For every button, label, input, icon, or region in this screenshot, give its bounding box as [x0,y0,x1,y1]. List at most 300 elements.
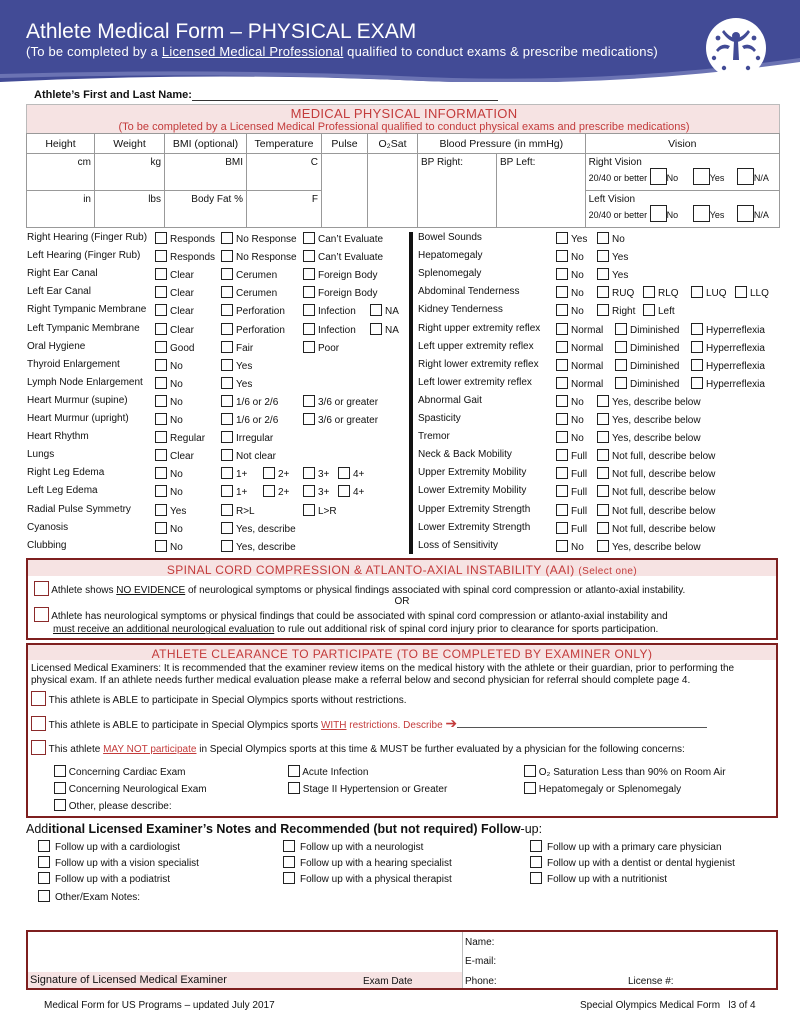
right-exam-label: Abnormal Gait [418,394,482,406]
followup-checkbox[interactable] [530,856,542,868]
left-exam-option: Clear [155,304,194,317]
right-exam-label: Right upper extremity reflex [418,322,541,334]
left-exam-option: Yes [221,359,252,372]
examiner-email-field[interactable]: E-mail: [465,956,497,967]
left-exam-option: No Response [221,232,297,245]
left-exam-checkbox[interactable] [221,268,233,280]
concern-infection: Acute Infection [288,765,368,778]
left-exam-option: Yes [221,377,252,390]
right-exam-checkbox[interactable] [556,504,568,516]
clearance-intro: Licensed Medical Examiners: It is recommended that the examiner review items on the medical history with the athlete or their guardian, prior to performing the physical exam. If an athlete needs further medical evaluation please make a referral below and second physician for referral should complete page 4. [31,663,735,686]
left-exam-checkbox[interactable] [155,359,167,371]
left-exam-label: Right Tympanic Membrane [27,304,147,316]
right-exam-checkbox[interactable] [556,268,568,280]
left-exam-option: Cerumen [221,268,277,281]
left-exam-option: Irregular [221,431,273,444]
left-exam-checkbox[interactable] [221,341,233,353]
right-exam-option: Not full, describe below [597,522,715,535]
clearance-title: ATHLETE CLEARANCE TO PARTICIPATE (TO BE COMPLETED BY EXAMINER ONLY) [151,647,653,661]
hepatomegaly-checkbox[interactable] [524,782,536,794]
right-exam-option: Hyperreflexia [691,377,765,390]
neuro-checkbox[interactable] [54,782,66,794]
left-exam-checkbox[interactable] [303,341,315,353]
left-exam-checkbox[interactable] [370,323,382,335]
right-exam-option: Normal [556,323,603,336]
right-exam-option: Full [556,522,587,535]
left-exam-option: Clear [155,286,194,299]
right-exam-checkbox[interactable] [556,323,568,335]
right-exam-label: Neck & Back Mobility [418,449,512,461]
left-exam-checkbox[interactable] [155,232,167,244]
left-exam-checkbox[interactable] [303,504,315,516]
signature-section [26,930,778,990]
left-exam-option: Clear [155,449,194,462]
weight-lbs-cell[interactable]: lbs [95,191,165,228]
right-exam-option: Normal [556,359,603,372]
followup-item: Follow up with a nutritionist [530,872,667,885]
left-exam-option: 1+ [221,485,247,498]
right-exam-checkbox[interactable] [556,413,568,425]
left-exam-checkbox[interactable] [155,431,167,443]
right-exam-option: Full [556,504,587,517]
left-exam-option: Infection [303,323,356,336]
right-vision-na-checkbox[interactable] [737,168,754,185]
left-exam-checkbox[interactable] [221,413,233,425]
right-exam-label: Upper Extremity Mobility [418,467,527,479]
right-exam-option: Normal [556,377,603,390]
left-exam-checkbox[interactable] [221,250,233,262]
left-exam-option: L>R [303,504,337,517]
concern-neuro: Concerning Neurological Exam [54,782,207,795]
symptoms-checkbox[interactable] [34,607,49,622]
concern-cardiac: Concerning Cardiac Exam [54,765,186,778]
right-exam-label: Splenomegaly [418,268,482,280]
right-exam-option: Not full, describe below [597,467,715,480]
left-exam-checkbox[interactable] [303,304,315,316]
left-exam-checkbox[interactable] [221,485,233,497]
left-exam-label: Heart Rhythm [27,431,89,443]
right-vision-yes-checkbox[interactable] [693,168,710,185]
left-exam-label: Heart Murmur (supine) [27,394,128,406]
left-exam-checkbox[interactable] [221,431,233,443]
pulse-cell[interactable] [322,154,368,228]
spinal-option-symptoms: Athlete has neurological symptoms or physical findings that could be associated with spinal cord compression or atlanto-axial instability and must receive an additional neurological evaluation to rule out additional risk of spinal cord injury prior to clearance for sports participation. [34,607,774,636]
left-exam-label: Lymph Node Enlargement [27,376,143,388]
right-exam-checkbox[interactable] [615,377,627,389]
right-exam-checkbox[interactable] [597,250,609,262]
cardiac-checkbox[interactable] [54,765,66,777]
left-exam-checkbox[interactable] [155,540,167,552]
left-exam-checkbox[interactable] [221,395,233,407]
left-exam-checkbox[interactable] [155,485,167,497]
right-exam-option: No [556,286,584,299]
right-exam-checkbox[interactable] [597,304,609,316]
left-exam-option: Responds [155,232,215,245]
clearance-section [26,643,778,818]
left-exam-option: No [155,522,183,535]
right-exam-option: Diminished [615,377,679,390]
left-exam-checkbox[interactable] [303,413,315,425]
special-olympics-logo-icon [704,16,768,80]
right-exam-option: Full [556,467,587,480]
left-exam-checkbox[interactable] [303,232,315,244]
right-exam-checkbox[interactable] [556,540,568,552]
left-exam-checkbox[interactable] [370,304,382,316]
right-exam-label: Spasticity [418,413,461,424]
right-exam-option: No [556,540,584,553]
right-exam-option: No [597,232,625,245]
signature-label[interactable]: Signature of Licensed Medical Examiner [30,974,227,986]
right-exam-checkbox[interactable] [556,304,568,316]
right-exam-checkbox[interactable] [597,232,609,244]
left-exam-checkbox[interactable] [263,485,275,497]
left-exam-label: Right Leg Edema [27,467,105,479]
other-concern-checkbox[interactable] [54,799,66,811]
spinal-or: OR [394,596,410,607]
left-exam-option: Not clear [221,449,276,462]
right-exam-label: Loss of Sensitivity [418,539,499,551]
right-exam-checkbox[interactable] [597,286,609,298]
left-exam-option: 3+ [303,467,329,480]
right-exam-checkbox[interactable] [556,449,568,461]
left-exam-checkbox[interactable] [338,467,350,479]
right-exam-checkbox[interactable] [556,232,568,244]
right-exam-option: Not full, describe below [597,449,715,462]
left-exam-option: No [155,395,183,408]
col-o2sat: O₂Sat [368,134,418,154]
col-height: Height [27,134,95,154]
left-exam-label: Thyroid Enlargement [27,358,120,370]
examiner-name-field[interactable]: Name: [465,937,495,948]
right-exam-checkbox[interactable] [556,341,568,353]
left-exam-option: No [155,377,183,390]
left-exam-checkbox[interactable] [221,304,233,316]
exam-column-divider [409,232,413,554]
left-exam-label: Cyanosis [27,521,69,533]
left-exam-label: Left Leg Edema [27,485,98,497]
left-exam-option: NA [370,304,399,317]
left-exam-option: Yes [155,504,186,517]
spinal-option-no-evidence: Athlete shows NO EVIDENCE of neurological symptoms or physical findings associated with spinal cord compression or atlanto-axial instability. [34,581,774,596]
followup-checkbox[interactable] [283,856,295,868]
right-exam-checkbox[interactable] [691,286,703,298]
left-exam-checkbox[interactable] [155,286,167,298]
right-exam-checkbox[interactable] [556,522,568,534]
right-exam-option: No [556,413,584,426]
right-exam-checkbox[interactable] [643,286,655,298]
right-exam-option: Full [556,485,587,498]
followup-item: Follow up with a hearing specialist [283,856,452,869]
left-exam-checkbox[interactable] [221,359,233,371]
right-exam-option: No [556,268,584,281]
athlete-name-field[interactable]: Athlete’s First and Last Name: [34,89,498,101]
right-exam-checkbox[interactable] [615,341,627,353]
left-exam-checkbox[interactable] [155,413,167,425]
right-exam-checkbox[interactable] [556,485,568,497]
right-exam-checkbox[interactable] [597,268,609,280]
right-exam-label: Lower Extremity Strength [418,521,531,533]
right-exam-checkbox[interactable] [556,377,568,389]
left-exam-option: 1/6 or 2/6 [221,395,278,408]
left-exam-option: Regular [155,431,205,444]
exam-date-label[interactable]: Exam Date [363,976,413,987]
right-exam-checkbox[interactable] [556,250,568,262]
right-exam-option: LLQ [735,286,769,299]
col-blood-pressure: Blood Pressure (in mmHg) [418,134,586,154]
temp-c-cell[interactable]: C [247,154,322,191]
left-exam-checkbox[interactable] [155,341,167,353]
left-exam-option: Good [155,341,194,354]
right-exam-option: Hyperreflexia [691,323,765,336]
left-exam-checkbox[interactable] [303,268,315,280]
examiner-phone-field[interactable]: Phone: [465,976,497,987]
right-exam-checkbox[interactable] [597,395,609,407]
left-exam-checkbox[interactable] [155,467,167,479]
o2-checkbox[interactable] [524,765,536,777]
right-exam-option: Full [556,449,587,462]
left-exam-checkbox[interactable] [155,377,167,389]
left-exam-option: 1/6 or 2/6 [221,413,278,426]
left-exam-option: 2+ [263,467,289,480]
left-exam-checkbox[interactable] [155,268,167,280]
left-exam-option: 3/6 or greater [303,395,378,408]
followup-item: Follow up with a vision specialist [38,856,199,869]
right-exam-checkbox[interactable] [735,286,747,298]
left-exam-checkbox[interactable] [155,323,167,335]
followup-item: Other/Exam Notes: [38,890,140,903]
right-exam-label: Kidney Tenderness [418,304,503,316]
may-not-checkbox[interactable] [31,740,46,755]
right-exam-option: Diminished [615,323,679,336]
right-exam-option: Diminished [615,359,679,372]
right-exam-label: Abdominal Tenderness [418,286,520,298]
right-exam-checkbox[interactable] [556,359,568,371]
form-subtitle: (To be completed by a Licensed Medical Professional qualified to conduct exams & prescribe medications) [26,44,658,59]
left-exam-option: Can’t Evaluate [303,232,383,245]
right-vision-no-checkbox[interactable] [650,168,667,185]
right-exam-checkbox[interactable] [597,431,609,443]
left-exam-option: 1+ [221,467,247,480]
right-exam-option: Right [597,304,635,317]
left-exam-checkbox[interactable] [155,304,167,316]
left-exam-label: Radial Pulse Symmetry [27,503,131,515]
infection-checkbox[interactable] [288,765,300,777]
right-exam-option: Normal [556,341,603,354]
left-exam-label: Heart Murmur (upright) [27,413,129,424]
left-exam-checkbox[interactable] [303,395,315,407]
right-exam-checkbox[interactable] [691,341,703,353]
height-cm-cell[interactable]: cm [27,154,95,191]
left-exam-label: Left Ear Canal [27,286,91,298]
followup-checkbox[interactable] [283,872,295,884]
followup-checkbox[interactable] [283,840,295,852]
right-exam-checkbox[interactable] [615,359,627,371]
right-exam-option: Hyperreflexia [691,359,765,372]
examiner-license-field[interactable]: License #: [628,976,674,987]
left-exam-checkbox[interactable] [338,485,350,497]
left-exam-option: Infection [303,304,356,317]
no-evidence-checkbox[interactable] [34,581,49,596]
right-exam-option: Yes, describe below [597,395,701,408]
right-exam-option: Not full, describe below [597,504,715,517]
right-exam-label: Tremor [418,431,450,443]
right-exam-checkbox[interactable] [597,485,609,497]
hypertension-checkbox[interactable] [288,782,300,794]
left-exam-option: Yes, describe [221,522,296,535]
with-restrictions-checkbox[interactable] [31,716,46,731]
left-vision-yes-checkbox[interactable] [693,205,710,222]
left-exam-checkbox[interactable] [221,522,233,534]
followup-checkbox[interactable] [38,856,50,868]
col-pulse: Pulse [322,134,368,154]
col-vision: Vision [585,134,779,154]
left-exam-checkbox[interactable] [155,522,167,534]
left-exam-label: Left Hearing (Finger Rub) [27,250,141,262]
right-exam-checkbox[interactable] [615,323,627,335]
right-exam-checkbox[interactable] [643,304,655,316]
left-exam-option: Perforation [221,304,285,317]
left-exam-option: NA [370,323,399,336]
right-exam-checkbox[interactable] [691,323,703,335]
left-exam-option: Clear [155,323,194,336]
right-exam-label: Hepatomegaly [418,250,483,262]
followup-item: Follow up with a physical therapist [283,872,452,885]
right-exam-option: Left [643,304,675,317]
vitals-table [26,133,780,228]
left-exam-checkbox[interactable] [303,286,315,298]
right-exam-option: No [556,395,584,408]
left-vision-na-checkbox[interactable] [737,205,754,222]
col-temperature: Temperature [247,134,322,154]
left-exam-option: Poor [303,341,339,354]
right-exam-option: Yes, describe below [597,413,701,426]
body-fat-cell[interactable]: Body Fat % [165,191,247,228]
right-exam-checkbox[interactable] [597,449,609,461]
left-exam-checkbox[interactable] [221,232,233,244]
left-exam-checkbox[interactable] [221,323,233,335]
right-exam-option: Yes [556,232,587,245]
medical-info-title: MEDICAL PHYSICAL INFORMATION [290,106,518,121]
clearance-able: This athlete is ABLE to participate in Special Olympics sports without restrictions. [31,691,407,706]
left-exam-checkbox[interactable] [303,467,315,479]
right-exam-checkbox[interactable] [597,522,609,534]
right-exam-option: No [556,250,584,263]
right-exam-label: Upper Extremity Strength [418,503,531,515]
left-exam-checkbox[interactable] [155,449,167,461]
followup-item: Follow up with a neurologist [283,840,423,853]
bp-left-cell[interactable]: BP Left: [497,154,586,228]
left-exam-option: Fair [221,341,253,354]
right-exam-checkbox[interactable] [597,504,609,516]
left-exam-checkbox[interactable] [221,449,233,461]
left-exam-option: Responds [155,250,215,263]
right-exam-option: Yes [597,268,628,281]
col-bmi: BMI (optional) [165,134,247,154]
left-exam-checkbox[interactable] [303,485,315,497]
right-exam-option: Yes [597,250,628,263]
left-exam-checkbox[interactable] [303,250,315,262]
left-exam-checkbox[interactable] [303,323,315,335]
right-exam-option: Diminished [615,341,679,354]
right-exam-label: Bowel Sounds [418,232,482,243]
followup-checkbox[interactable] [38,890,50,902]
left-exam-checkbox[interactable] [155,395,167,407]
arrow-right-icon: ➔ [445,715,458,731]
left-exam-checkbox[interactable] [155,250,167,262]
left-exam-checkbox[interactable] [221,504,233,516]
left-exam-option: 2+ [263,485,289,498]
left-exam-checkbox[interactable] [221,467,233,479]
left-exam-option: Foreign Body [303,268,377,281]
able-checkbox[interactable] [31,691,46,706]
left-exam-option: Cerumen [221,286,277,299]
right-exam-option: No [556,431,584,444]
left-exam-checkbox[interactable] [221,286,233,298]
left-exam-option: 4+ [338,467,364,480]
left-exam-label: Clubbing [27,539,67,551]
left-exam-checkbox[interactable] [221,540,233,552]
left-exam-checkbox[interactable] [263,467,275,479]
left-exam-checkbox[interactable] [221,377,233,389]
height-in-cell[interactable]: in [27,191,95,228]
right-exam-option: Hyperreflexia [691,341,765,354]
left-exam-option: 4+ [338,485,364,498]
o2sat-cell[interactable] [368,154,418,228]
weight-kg-cell[interactable]: kg [95,154,165,191]
left-exam-label: Oral Hygiene [27,340,86,352]
right-exam-checkbox[interactable] [556,431,568,443]
temp-f-cell[interactable]: F [247,191,322,228]
followup-item: Follow up with a cardiologist [38,840,180,853]
left-exam-option: Can’t Evaluate [303,250,383,263]
right-exam-checkbox[interactable] [691,359,703,371]
left-exam-label: Lungs [27,449,55,461]
right-exam-option: RUQ [597,286,634,299]
right-exam-checkbox[interactable] [691,377,703,389]
right-exam-checkbox[interactable] [597,467,609,479]
followup-checkbox[interactable] [530,872,542,884]
left-vision-no-checkbox[interactable] [650,205,667,222]
right-exam-option: Yes, describe below [597,540,701,553]
left-vision-cell: Left Vision 20/40 or better No Yes N/A [585,191,779,228]
clearance-with-restrictions: This athlete is ABLE to participate in Special Olympics sports WITH restrictions. Describe ➔ [31,715,773,732]
right-exam-checkbox[interactable] [597,540,609,552]
left-exam-option: 3/6 or greater [303,413,378,426]
left-exam-option: Foreign Body [303,286,377,299]
right-exam-option: Yes, describe below [597,431,701,444]
right-exam-checkbox[interactable] [556,286,568,298]
followup-checkbox[interactable] [530,840,542,852]
spinal-title: SPINAL CORD COMPRESSION & ATLANTO-AXIAL INSTABILITY (AAI) (Select one) [166,563,638,577]
bmi-cell[interactable]: BMI [165,154,247,191]
right-exam-checkbox[interactable] [597,413,609,425]
followup-item: Follow up with a podiatrist [38,872,170,885]
form-title: Athlete Medical Form – PHYSICAL EXAM [26,20,417,43]
left-exam-option: Yes, describe [221,540,296,553]
followup-checkbox[interactable] [38,840,50,852]
right-exam-label: Left upper extremity reflex [418,340,534,352]
bp-right-cell[interactable]: BP Right: [418,154,497,228]
left-exam-label: Left Tympanic Membrane [27,322,140,334]
right-exam-checkbox[interactable] [556,467,568,479]
concern-hypertension: Stage II Hypertension or Greater [288,782,447,795]
medical-info-header [26,104,780,134]
left-exam-option: No [155,485,183,498]
left-exam-option: No Response [221,250,297,263]
left-exam-checkbox[interactable] [155,504,167,516]
right-exam-checkbox[interactable] [556,395,568,407]
followup-checkbox[interactable] [38,872,50,884]
